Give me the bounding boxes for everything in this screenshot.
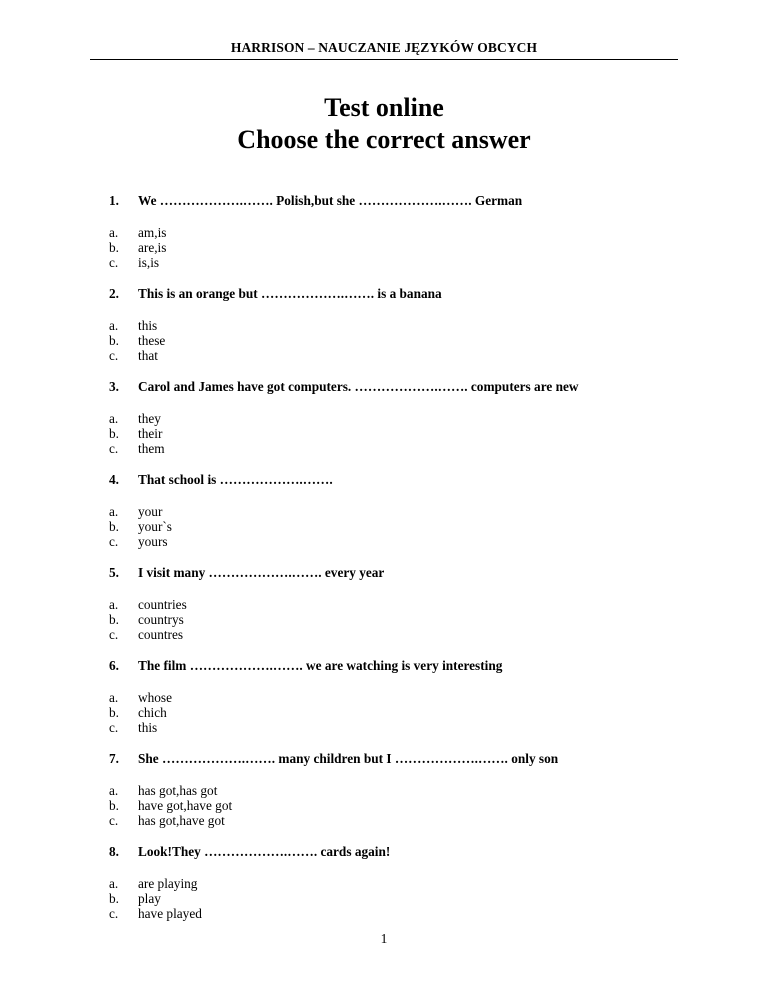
option-text: them bbox=[138, 441, 165, 456]
option-text: play bbox=[138, 891, 161, 906]
question-text: Carol and James have got computers. ……………….……. computers are new bbox=[138, 379, 579, 394]
title-line-1: Test online bbox=[324, 93, 444, 122]
question-number: 4. bbox=[109, 472, 119, 487]
question-2-prompt bbox=[109, 285, 669, 303]
answer-option-c[interactable] bbox=[109, 720, 669, 735]
option-text: have got,have got bbox=[138, 798, 233, 813]
answer-option-b[interactable] bbox=[109, 519, 669, 534]
question-8 bbox=[109, 843, 669, 921]
running-header: HARRISON – NAUCZANIE JĘZYKÓW OBCYCH bbox=[230, 40, 538, 55]
question-number: 8. bbox=[109, 844, 119, 859]
option-letter: c. bbox=[109, 348, 119, 363]
answer-option-a[interactable] bbox=[109, 690, 669, 705]
question-2 bbox=[109, 285, 669, 363]
question-text: We ……………….……. Polish,but she ……………….……. German bbox=[138, 193, 523, 208]
option-text: is,is bbox=[138, 255, 160, 270]
option-text: these bbox=[138, 333, 166, 348]
option-text: have played bbox=[138, 906, 202, 921]
option-letter: c. bbox=[109, 441, 119, 456]
question-2-options bbox=[109, 318, 669, 363]
question-4 bbox=[109, 471, 669, 549]
option-letter: a. bbox=[109, 504, 119, 519]
question-text: That school is ……………….……. bbox=[138, 472, 333, 487]
answer-option-a[interactable] bbox=[109, 876, 669, 891]
option-text: has got,has got bbox=[138, 783, 218, 798]
question-3-prompt bbox=[109, 378, 669, 396]
answer-option-b[interactable] bbox=[109, 705, 669, 720]
option-letter: a. bbox=[109, 411, 119, 426]
option-letter: c. bbox=[109, 627, 119, 642]
option-letter: b. bbox=[109, 891, 119, 906]
option-letter: c. bbox=[109, 720, 119, 735]
option-text: countries bbox=[138, 597, 187, 612]
option-text: that bbox=[138, 348, 158, 363]
answer-option-b[interactable] bbox=[109, 240, 669, 255]
option-text: has got,have got bbox=[138, 813, 225, 828]
answer-option-c[interactable] bbox=[109, 627, 669, 642]
question-text: She ……………….……. many children but I ……………….……. only son bbox=[138, 751, 559, 766]
answer-option-b[interactable] bbox=[109, 798, 669, 813]
title-line-2: Choose the correct answer bbox=[237, 125, 531, 154]
answer-option-a[interactable] bbox=[109, 318, 669, 333]
question-number: 7. bbox=[109, 751, 119, 766]
option-letter: b. bbox=[109, 333, 119, 348]
option-text: this bbox=[138, 318, 158, 333]
page-number: 1 bbox=[380, 931, 388, 946]
option-letter: a. bbox=[109, 783, 119, 798]
answer-option-b[interactable] bbox=[109, 891, 669, 906]
question-3 bbox=[109, 378, 669, 456]
question-1-options bbox=[109, 225, 669, 270]
question-5-prompt bbox=[109, 564, 669, 582]
question-7 bbox=[109, 750, 669, 828]
option-text: their bbox=[138, 426, 163, 441]
answer-option-c[interactable] bbox=[109, 534, 669, 549]
option-text: this bbox=[138, 720, 158, 735]
question-number: 2. bbox=[109, 286, 119, 301]
answer-option-b[interactable] bbox=[109, 612, 669, 627]
option-letter: b. bbox=[109, 519, 119, 534]
option-text: they bbox=[138, 411, 161, 426]
option-letter: a. bbox=[109, 597, 119, 612]
question-6 bbox=[109, 657, 669, 735]
option-text: are,is bbox=[138, 240, 167, 255]
answer-option-a[interactable] bbox=[109, 597, 669, 612]
option-text: whose bbox=[138, 690, 172, 705]
question-4-prompt bbox=[109, 471, 669, 489]
question-5-options bbox=[109, 597, 669, 642]
question-text: This is an orange but ……………….……. is a banana bbox=[138, 286, 442, 301]
option-text: countrys bbox=[138, 612, 184, 627]
question-7-options bbox=[109, 783, 669, 828]
option-text: your`s bbox=[138, 519, 172, 534]
question-6-options bbox=[109, 690, 669, 735]
option-text: your bbox=[138, 504, 163, 519]
option-letter: a. bbox=[109, 318, 119, 333]
question-number: 5. bbox=[109, 565, 119, 580]
question-1 bbox=[109, 192, 669, 270]
option-text: countres bbox=[138, 627, 184, 642]
option-letter: c. bbox=[109, 534, 119, 549]
answer-option-a[interactable] bbox=[109, 225, 669, 240]
question-number: 1. bbox=[109, 193, 119, 208]
header-divider bbox=[90, 59, 678, 60]
question-text: I visit many ……………….……. every year bbox=[138, 565, 385, 580]
question-number: 6. bbox=[109, 658, 119, 673]
answer-option-a[interactable] bbox=[109, 411, 669, 426]
option-letter: c. bbox=[109, 906, 119, 921]
option-letter: c. bbox=[109, 813, 119, 828]
answer-option-c[interactable] bbox=[109, 906, 669, 921]
page-title bbox=[90, 92, 678, 156]
question-6-prompt bbox=[109, 657, 669, 675]
question-text: Look!They ……………….……. cards again! bbox=[138, 844, 391, 859]
question-text: The film ……………….……. we are watching is very interesting bbox=[138, 658, 503, 673]
question-8-prompt bbox=[109, 843, 669, 861]
option-letter: a. bbox=[109, 225, 119, 240]
option-letter: b. bbox=[109, 612, 119, 627]
option-letter: b. bbox=[109, 705, 119, 720]
option-letter: b. bbox=[109, 798, 119, 813]
question-3-options bbox=[109, 411, 669, 456]
option-text: yours bbox=[138, 534, 168, 549]
answer-option-b[interactable] bbox=[109, 426, 669, 441]
option-text: are playing bbox=[138, 876, 198, 891]
answer-option-a[interactable] bbox=[109, 783, 669, 798]
question-8-options bbox=[109, 876, 669, 921]
answer-option-c[interactable] bbox=[109, 255, 669, 270]
answer-option-a[interactable] bbox=[109, 504, 669, 519]
option-letter: b. bbox=[109, 426, 119, 441]
question-4-options bbox=[109, 504, 669, 549]
answer-option-c[interactable] bbox=[109, 441, 669, 456]
option-text: am,is bbox=[138, 225, 167, 240]
option-letter: c. bbox=[109, 255, 119, 270]
option-letter: a. bbox=[109, 690, 119, 705]
question-list bbox=[109, 192, 669, 936]
question-7-prompt bbox=[109, 750, 669, 768]
option-letter: a. bbox=[109, 876, 119, 891]
answer-option-c[interactable] bbox=[109, 813, 669, 828]
question-number: 3. bbox=[109, 379, 119, 394]
answer-option-b[interactable] bbox=[109, 333, 669, 348]
question-5 bbox=[109, 564, 669, 642]
option-text: chich bbox=[138, 705, 167, 720]
question-1-prompt bbox=[109, 192, 669, 210]
option-letter: b. bbox=[109, 240, 119, 255]
answer-option-c[interactable] bbox=[109, 348, 669, 363]
